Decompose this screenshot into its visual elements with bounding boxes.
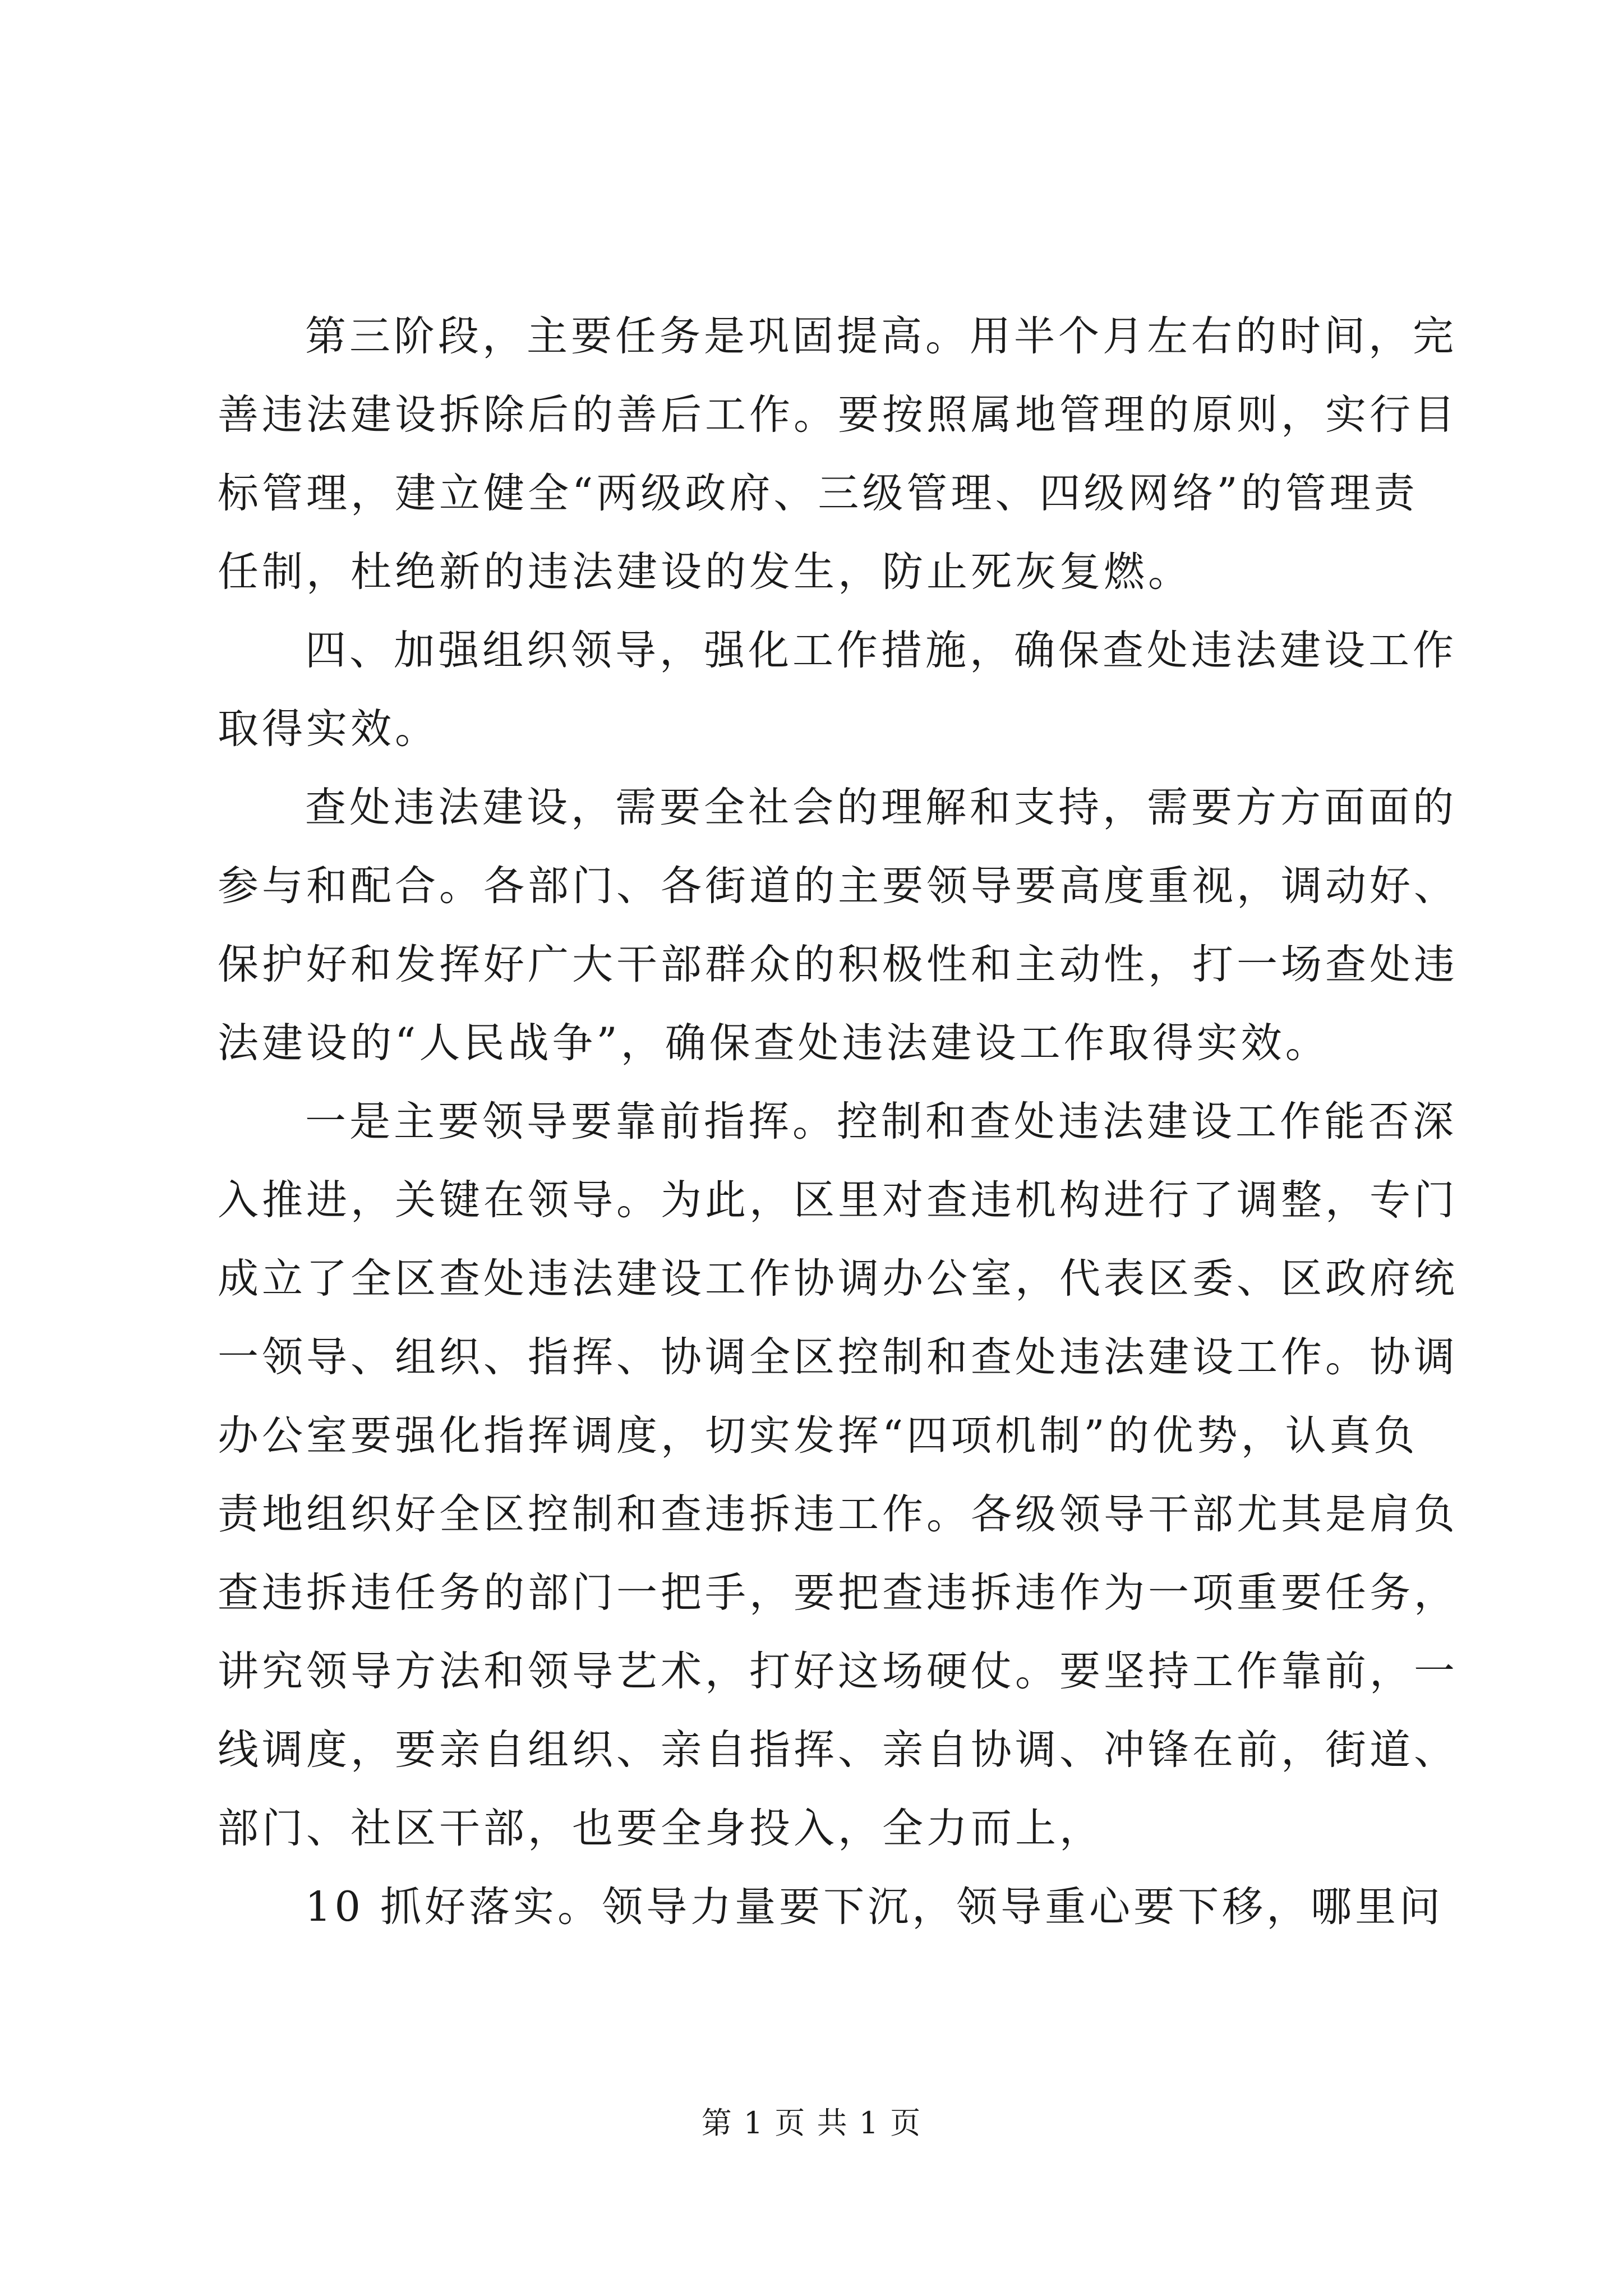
- text-line: 任制，杜绝新的违法建设的发生，防止死灰复燃。: [218, 548, 1192, 596]
- text-line: 一领导、组织、指挥、协调全区控制和查处违法建设工作。协调: [218, 1333, 1458, 1381]
- text-line: 查违拆违任务的部门一把手，要把查违拆违作为一项重要任务，: [218, 1569, 1458, 1617]
- text-line: 办公室要强化指挥调度，切实发挥“四项机制”的优势，认真负: [218, 1412, 1418, 1460]
- text-line: 法建设的“人民战争”，确保查处违法建设工作取得实效。: [218, 1019, 1330, 1067]
- text-line: 第三阶段，主要任务是巩固提高。用半个月左右的时间，完: [305, 312, 1457, 360]
- text-line: 部门、社区干部，也要全身投入，全力而上，: [218, 1805, 1104, 1852]
- page-number-footer: 第 1 页 共 1 页: [701, 2105, 922, 2141]
- text-line: 标管理，建立健全“两级政府、三级管理、四级网络”的管理责: [218, 470, 1418, 517]
- text-line: 讲究领导方法和领导艺术，打好这场硬仗。要坚持工作靠前，一: [218, 1648, 1458, 1695]
- text-line: 参与和配合。各部门、各街道的主要领导要高度重视，调动好、: [218, 862, 1458, 910]
- text-line: 入推进，关键在领导。为此，区里对查违机构进行了调整，专门: [218, 1176, 1458, 1224]
- text-line: 责地组织好全区控制和查违拆违工作。各级领导干部尤其是肩负: [218, 1490, 1458, 1538]
- text-line: 查处违法建设，需要全社会的理解和支持，需要方方面面的: [305, 784, 1457, 831]
- section-heading-line: 四、加强组织领导，强化工作措施，确保查处违法建设工作: [305, 627, 1457, 674]
- text-line: 成立了全区查处违法建设工作协调办公室，代表区委、区政府统: [218, 1255, 1458, 1303]
- text-line: 线调度，要亲自组织、亲自指挥、亲自协调、冲锋在前，街道、: [218, 1726, 1458, 1774]
- text-line: 10 抓好落实。领导力量要下沉，领导重心要下移，哪里问: [305, 1883, 1444, 1931]
- text-line: 善违法建设拆除后的善后工作。要按照属地管理的原则，实行目: [218, 391, 1458, 439]
- text-line: 保护好和发挥好广大干部群众的积极性和主动性，打一场查处违: [218, 941, 1458, 988]
- section-heading-line: 取得实效。: [218, 705, 439, 753]
- text-line: 一是主要领导要靠前指挥。控制和查处违法建设工作能否深: [305, 1098, 1457, 1145]
